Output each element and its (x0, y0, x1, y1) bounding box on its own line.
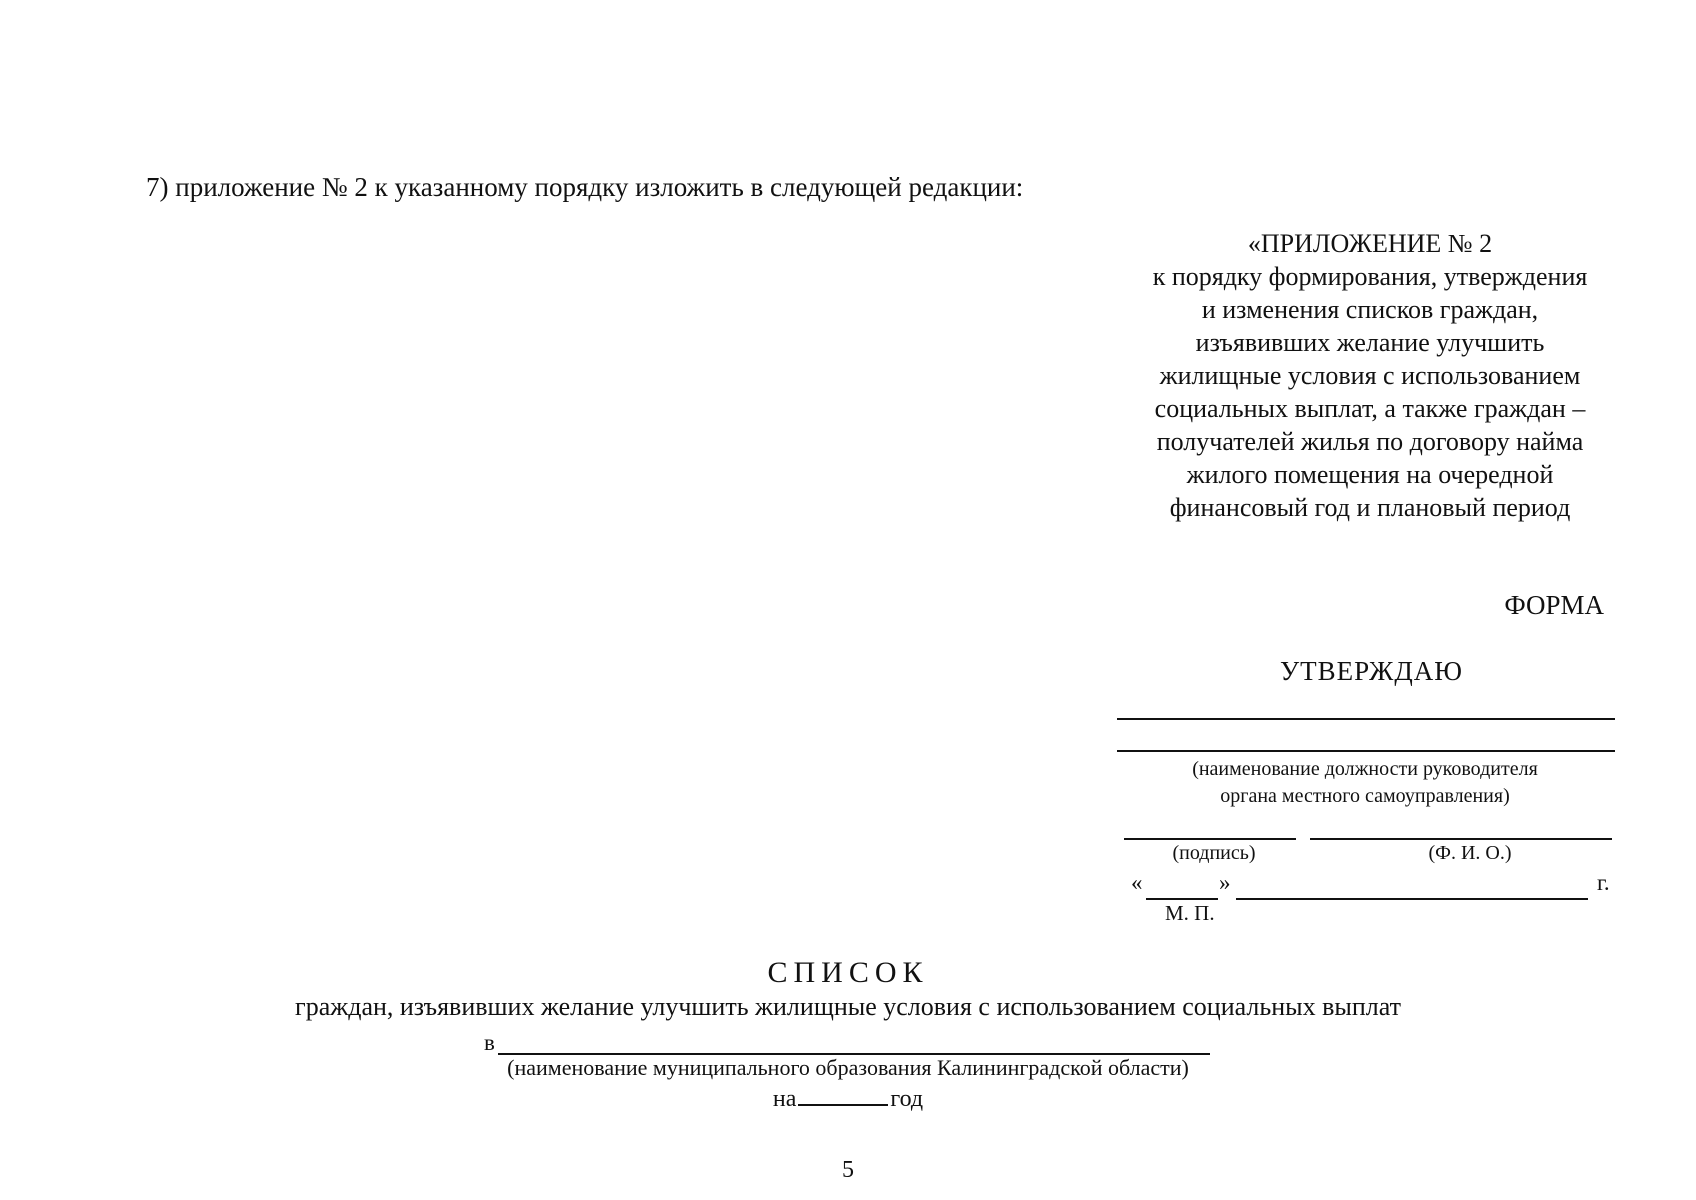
stamp-label: М. П. (1165, 901, 1215, 925)
position-caption-line-2: органа местного самоуправления) (1220, 785, 1510, 807)
municipality-prefix: в (484, 1030, 495, 1055)
appendix-line: к порядку формирования, утверждения (1152, 262, 1588, 291)
year-prefix: на (772, 1086, 797, 1112)
position-caption (1115, 756, 1615, 810)
full-name-caption: (Ф. И. О.) (1428, 842, 1512, 864)
position-caption-line-1: (наименование должности руководителя (1192, 758, 1538, 780)
appendix-line: жилого помещения на очередной (1186, 460, 1554, 489)
municipality-caption: (наименование муниципального образования Калининградской области) (507, 1055, 1189, 1080)
appendix-line: финансовый год и плановый период (1169, 493, 1571, 522)
appendix-line: социальных выплат, а также граждан – (1154, 394, 1586, 423)
signature-caption: (подпись) (1172, 842, 1256, 864)
appendix-line: получателей жилья по договору найма (1156, 427, 1584, 456)
list-subtitle: граждан, изъявивших желание улучшить жилищные условия с использованием социальных выплат (295, 992, 1401, 1021)
date-quote-close: » (1219, 870, 1231, 895)
appendix-line: жилищные условия с использованием (1159, 361, 1581, 390)
amendment-intro-text: 7) приложение № 2 к указанному порядку изложить в следующей редакции: (146, 172, 1024, 202)
appendix-line: «ПРИЛОЖЕНИЕ № 2 (1247, 229, 1493, 258)
appendix-line: и изменения списков граждан, (1201, 295, 1539, 324)
appendix-header (1120, 227, 1620, 524)
date-month-year-line (1236, 898, 1588, 900)
list-title: СПИСОК (767, 956, 929, 989)
year-suffix: год (890, 1086, 924, 1112)
position-line-2 (1117, 750, 1615, 752)
date-year-suffix: г. (1597, 870, 1610, 895)
appendix-line: изъявивших желание улучшить (1195, 328, 1545, 357)
page-number: 5 (842, 1157, 854, 1183)
position-line-1 (1117, 718, 1615, 720)
date-quote-open: « (1131, 870, 1143, 895)
year-blank-line (798, 1086, 888, 1106)
form-label: ФОРМА (1504, 590, 1604, 620)
year-row (0, 1086, 1696, 1113)
approval-heading: УТВЕРЖДАЮ (1280, 656, 1464, 686)
